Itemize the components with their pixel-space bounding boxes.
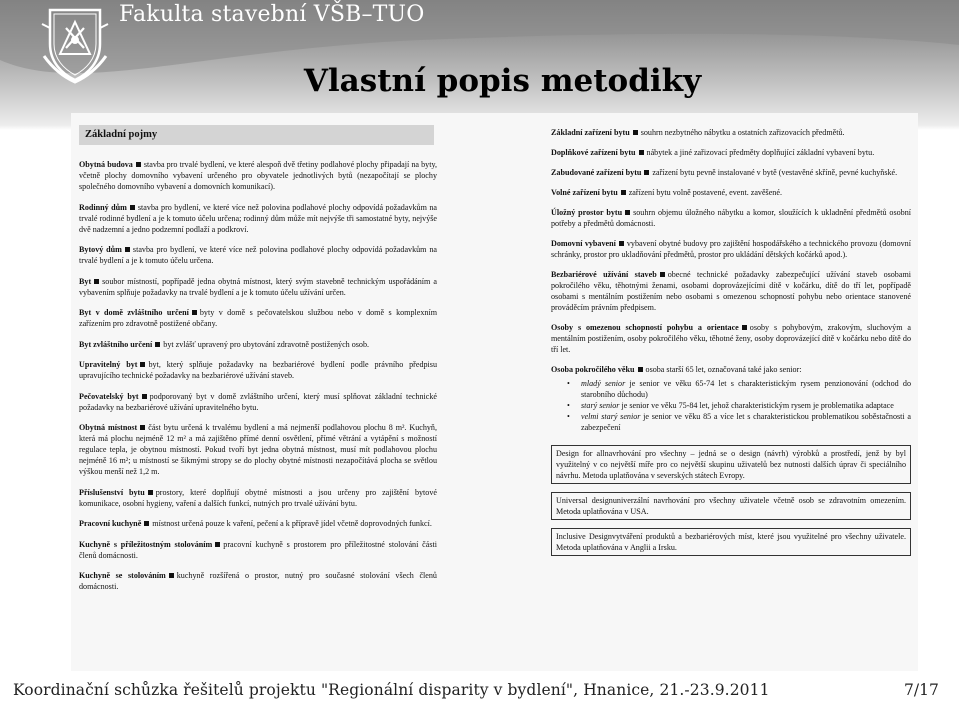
definition-entry [551,207,911,229]
definition-text: byt, který splňuje požadavky na bezbariérové bydlení podle právního předpisu upravujícího technické požadavky na bezbariérové užívání staveb. [79,360,437,380]
definition-text: osoby s pohybovým, zrakovým, sluchovým a mentálním postižením, osoby pokročilého věku, těhotné ženy, osoby doprovázející dítě v kočárku nebo dítě do tří let. [551,323,911,354]
definition-entry [79,202,437,235]
right-column-spacer [551,113,911,127]
definition-term: Bytový dům [79,245,122,254]
definition-term: Rodinný dům [79,202,127,212]
square-bullet-icon [644,170,649,175]
definition-term: Universal design [556,496,613,505]
definition-term: Upravitelný byt [79,360,138,369]
definition-term: Osoba pokročilého věku [551,365,635,374]
definition-text: prostory, které doplňují obytné místnosti a jsou určeny pro zajištění bytové komunikace, osobní hygieny, vaření a dalších funkcí, nutných pro trvalé užívání bytu. [79,487,437,508]
definition-entry [551,167,911,178]
square-bullet-icon [639,150,644,155]
subitem-text: je senior ve věku 65-74 let s charakteristickým rysem penzionování (odchod do starobního důchodu) [581,379,912,399]
square-bullet-icon [125,247,130,252]
definition-text: soubor místností, popřípadě jedna obytná místnost, který svým stavebně technickým uspořádáním a vybavením splňuje požadavky na trvalé bydlení a je k tomuto účelu užívání určen. [79,276,437,297]
page-number: 7/17 [904,681,939,699]
definition-term: Volné zařízení bytu [551,188,618,197]
definition-entry [79,422,437,477]
definition-text: byty v domě s pečovatelskou službou nebo v domě s komplexním zařízením pro zdravotně postižené občany. [79,308,437,328]
square-bullet-icon [621,190,626,195]
definition-entry [79,307,437,329]
definition-entry [551,528,911,556]
square-bullet-icon [633,130,638,135]
section-heading: Základní pojmy [79,125,434,145]
square-bullet-icon [638,367,643,372]
definition-term: Příslušenství bytu [79,487,145,497]
definition-entry [79,539,437,561]
slide-title: Vlastní popis metodiky [303,63,702,99]
senior-subitem-list [551,378,911,433]
definition-term: Inclusive Design [556,532,612,541]
definition-term: Obytná budova [79,160,133,169]
definition-text: zařízení bytu volně postavené, event. zavěšené. [628,188,782,197]
definition-term: Základní zařízení bytu [551,128,630,137]
senior-subitem [551,400,911,411]
definition-entry [551,322,911,355]
definition-text: osoba starší 65 let, označovaná také jako senior: [645,365,802,374]
definition-term: Kuchyně se stolováním [79,571,166,580]
definition-term: Obytná místnost [79,423,138,432]
definition-term: Pracovní kuchyně [79,519,142,528]
definition-text: kuchyně rozšířená o prostor, nutný pro současné stolování všech členů domácnosti. [79,571,437,591]
square-bullet-icon [625,210,630,215]
senior-subitem [551,378,911,400]
definition-entry [551,127,911,138]
square-bullet-icon [142,394,147,399]
square-bullet-icon [144,521,149,526]
definition-term: Pečovatelský byt [79,391,139,401]
definition-term: Byt zvláštního určení [79,339,153,349]
subitem-term: mladý senior [581,379,626,388]
document-right-column [551,113,911,564]
definition-entry [79,339,437,350]
faculty-name: Fakulta stavební VŠB–TUO [119,2,425,27]
subitem-term: velmi starý senior [581,412,641,421]
definition-text: stavba pro trvalé bydlení, ve které alespoň dvě třetiny podlahové plochy připadají na byty, včetně plochy domovního vybavení určeného pro obyvatele jednotlivých bytů (nezapočítají se plochy společného domovního vybavení a domovních komunikací). [79,160,437,191]
definition-entry [79,570,437,592]
definition-term: Byt v domě zvláštního určení [79,308,189,317]
definition-text: nábytek a jiné zařizovací předměty doplňující základní vybavení bytu. [646,148,875,157]
definition-term: Úložný prostor bytu [551,208,623,217]
square-bullet-icon [660,272,665,277]
definition-term: Doplňkové zařízení bytu [551,148,636,157]
definition-text: univerzální navrhování pro všechny uživatele včetně osob se zdravotním omezením. Metoda uplatňována v USA. [556,496,907,516]
square-bullet-icon [148,490,153,495]
square-bullet-icon [130,205,135,210]
definition-entry [551,445,911,484]
definition-term: Osoby s omezenou schopností pohybu a orientace [551,323,739,332]
definition-text: stavba pro bydlení, ve které více než polovina podlahové plochy odpovídá požadavkům na trvalé rodinné bydlení a je k tomuto účelu určena; rodinný dům může mít nejvýše tři samostatné byty, nejvýše dvě nadzemní a jedno podzemní podlaží a podkroví. [79,202,437,234]
bullet-icon: • [567,412,570,421]
definition-entry [551,187,911,198]
square-bullet-icon [215,542,220,547]
footer-text: Koordinační schůzka řešitelů projektu "Regionální disparity v bydlení", Hnanice, 21.-23.9.2011 [13,681,770,699]
square-bullet-icon [94,279,99,284]
square-bullet-icon [192,310,197,315]
definition-entry [551,238,911,260]
definition-text: vytváření produktů a bezbariérových míst, které jsou využitelné pro všechny uživatele. Metoda uplatňována v Anglii a Irsku. [556,532,907,552]
right-entry-list [551,127,911,375]
definition-term: Design for all [556,449,605,458]
square-bullet-icon [140,362,145,367]
definition-entry [79,159,437,192]
definition-text: obecné technické požadavky zabezpečující užívání staveb osobami pokročilého věku, těhotnými ženami, osobami doprovázejícími dítě v kočárku, dítě do tří let, popřípadě osobami s mentálním postižením nebo osobami s omezenou schopností pohybu nebo orientace stanovené prováděcím právním předpisem. [551,270,911,312]
definition-term: Zabudované zařízení bytu [551,168,642,177]
definition-text: navrhování pro všechny – jedná se o design (návrh) výrobků a prostředí, jenž by byl využitelný v co největší míře pro co největší skupinu uživatelů bez nutnosti dalších úprav či speciálního návrhu. Metoda uplatňována v severských státech Evropy. [556,449,906,480]
subitem-text: je senior ve věku 85 a více let s charakteristickou problematikou soběstačnosti a zabezpečení [581,412,911,432]
definition-text: souhrn nezbytného nábytku a ostatních zařizovacích předmětů. [640,128,845,137]
definition-entry [79,359,437,381]
definition-text: část bytu určená k trvalému bydlení a má nejmenší podlahovou plochu 8 m². Kuchyň, která má plochu nejméně 12 m² a má zajištěno přímé denní osvětlení, přímé větrání a vytápění s možností regulace tepla, je obytnou místností. Pokud tvoří byt jedna obytná místnost, musí mít podlahovou plochu nejméně 16 m²; u místností se šikmými stropy se do plochy obytné místnosti nezapočítává plocha se světlou výškou menší než 1,2 m. [79,423,438,476]
definition-text: souhrn objemu úložného nábytku a komor, sloužících k ukladnění předmětů osobní potřeby a předmětů domácnosti. [551,208,912,228]
definition-text: zařízení bytu pevně instalované v bytě (vestavěné skříně, pevné kuchyňské. [652,168,898,177]
square-bullet-icon [169,573,174,578]
left-entry-list [79,159,437,592]
bullet-icon: • [567,379,570,388]
definition-text: vybavení obytné budovy pro zajištění hospodářského a technického provozu (domovní schránky, prostor pro ukladňování předmětů, prostor pro ukládání dětských kočárků apod.). [551,239,911,259]
definition-entry [79,518,437,529]
definition-entry [79,244,437,266]
definition-text: pracovní kuchyně s prostorem pro příležitostné stolování části členů domácnosti. [79,539,437,560]
definition-entry [551,492,911,520]
definition-entry [551,364,911,375]
definition-text: místnost určená pouze k vaření, pečení a k přípravě jídel včetně doprovodných funkcí. [152,519,432,528]
definition-entry [79,487,437,509]
definition-entry [79,391,437,413]
square-bullet-icon [155,342,160,347]
definition-term: Bezbariérové užívání staveb [551,270,657,279]
definition-entry [551,147,911,158]
definition-term: Domovní vybavení [551,239,616,248]
definition-entry [79,276,437,298]
document-left-column [79,113,437,602]
design-approach-list [551,445,911,556]
scanned-document [71,113,918,671]
definition-term: Kuchyně s příležitostným stolováním [79,539,213,549]
bullet-icon: • [567,401,570,410]
subitem-text: je senior ve věku 75-84 let, jehož charakteristickým rysem je problematika adaptace [621,401,894,410]
square-bullet-icon [140,425,145,430]
senior-subitem [551,411,911,433]
definition-text: stavba pro bydlení, ve které více než polovina podlahové plochy odpovídá požadavkům na trvalé bydlení a je k tomuto účelu určena. [79,245,437,265]
definition-entry [551,269,911,313]
subitem-term: starý senior [581,401,620,410]
definition-text: podporovaný byt v domě zvláštního určení, který musí splňovat základní technické požadavky na bezbariérové užívání upravitelného bytu. [79,391,437,412]
square-bullet-icon [619,241,624,246]
square-bullet-icon [742,325,747,330]
definition-term: Byt [79,276,92,286]
square-bullet-icon [136,162,141,167]
definition-text: byt zvlášť upravený pro ubytování zdravotně postižených osob. [163,339,370,349]
